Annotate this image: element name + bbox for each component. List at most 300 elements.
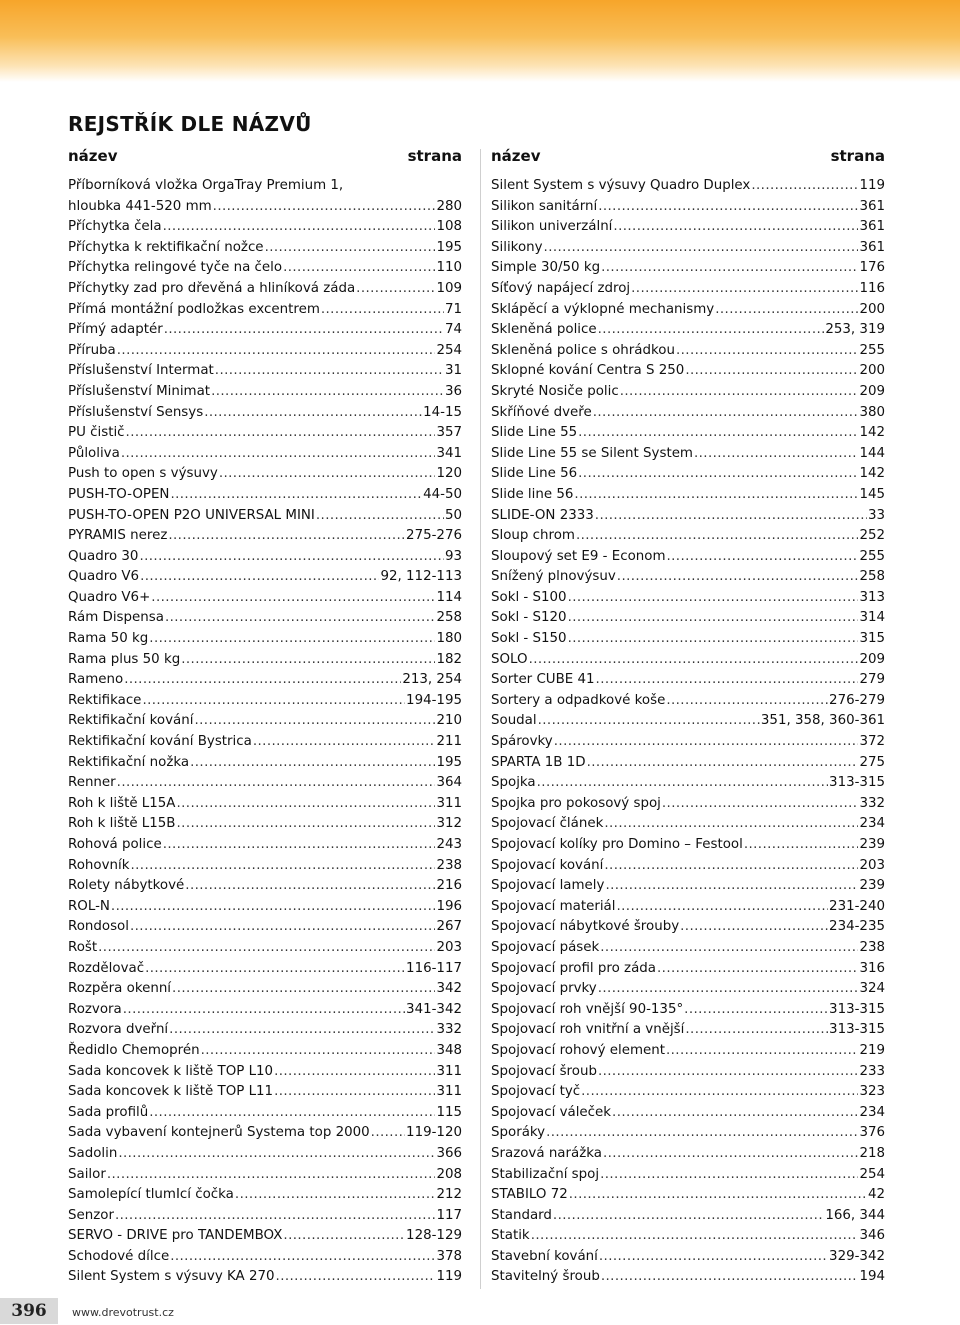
dot-leader xyxy=(617,567,859,588)
index-entry xyxy=(491,197,885,218)
entry-page: 234 xyxy=(859,816,885,832)
index-entry xyxy=(68,361,462,382)
dot-leader xyxy=(529,650,859,671)
dot-leader xyxy=(117,341,436,362)
column-header-name: název xyxy=(68,147,118,165)
entry-title: Ředidlo Chemoprén xyxy=(68,1042,200,1058)
index-entry xyxy=(68,485,462,506)
entry-title: Skleněná police xyxy=(491,322,597,338)
index-entry xyxy=(68,547,462,568)
entry-page: 108 xyxy=(436,219,462,235)
dot-leader xyxy=(181,650,435,671)
dot-leader xyxy=(235,1185,436,1206)
entry-title: Spojka xyxy=(491,775,536,791)
index-entry xyxy=(68,1165,462,1186)
entry-title: Slide line 56 xyxy=(491,486,574,502)
dot-leader xyxy=(204,403,422,424)
entry-title: Roh k liště L15A xyxy=(68,795,176,811)
index-entry xyxy=(68,814,462,835)
index-entry xyxy=(491,1267,885,1288)
entry-title: Rám Dispensa xyxy=(68,610,164,626)
entry-page: 254 xyxy=(436,342,462,358)
entry-page: 275-276 xyxy=(406,528,462,544)
entry-title: Rama 50 kg xyxy=(68,631,149,647)
entry-page: 346 xyxy=(859,1228,885,1244)
dot-leader xyxy=(371,1123,405,1144)
index-entry xyxy=(68,711,462,732)
dot-leader xyxy=(544,238,859,259)
entry-page: 311 xyxy=(436,1084,462,1100)
dot-leader xyxy=(657,959,858,980)
index-entry xyxy=(68,897,462,918)
dot-leader xyxy=(219,464,436,485)
dot-leader xyxy=(593,403,859,424)
entry-page: 312 xyxy=(436,816,462,832)
entry-page: 166, 344 xyxy=(825,1207,885,1223)
dot-leader xyxy=(599,1247,828,1268)
entry-page: 351, 358, 360-361 xyxy=(760,713,885,729)
entry-title: Příslušenství Sensys xyxy=(68,404,204,420)
column-header-page: strana xyxy=(830,147,885,165)
index-entry xyxy=(491,1082,885,1103)
entry-page: 258 xyxy=(859,569,885,585)
entry-title: Půloliva xyxy=(68,445,120,461)
entry-page: 33 xyxy=(867,507,885,523)
entry-title: ROL-N xyxy=(68,898,110,914)
index-entry xyxy=(491,1165,885,1186)
dot-leader xyxy=(117,773,436,794)
dot-leader xyxy=(662,794,859,815)
entry-page: 142 xyxy=(859,466,885,482)
entry-page: 313-315 xyxy=(829,1022,885,1038)
entry-page: 279 xyxy=(859,672,885,688)
dot-leader xyxy=(163,217,436,238)
index-entry xyxy=(491,835,885,856)
index-entry xyxy=(491,279,885,300)
entry-page: 119-120 xyxy=(406,1125,462,1141)
entry-page: 313-315 xyxy=(829,775,885,791)
entry-title: Sloup chrom xyxy=(491,528,575,544)
entry-title: Sada profilů xyxy=(68,1104,149,1120)
entry-page: 50 xyxy=(444,507,462,523)
dot-leader xyxy=(569,1185,867,1206)
index-entry xyxy=(68,526,462,547)
entry-title: SERVO - DRIVE pro TANDEMBOX xyxy=(68,1228,283,1244)
entry-page: 311 xyxy=(436,1063,462,1079)
entry-title: Síťový napájecí zdroj xyxy=(491,280,631,296)
entry-page: 372 xyxy=(859,734,885,750)
entry-page: 74 xyxy=(444,322,462,338)
dot-leader xyxy=(190,753,435,774)
entry-title: Spojovací materiál xyxy=(491,898,616,914)
index-entry xyxy=(68,1226,462,1247)
entry-page: 194 xyxy=(859,1269,885,1285)
index-entry xyxy=(491,753,885,774)
index-entry xyxy=(68,753,462,774)
entry-page: 31 xyxy=(444,363,462,379)
website-link[interactable]: www.drevotrust.cz xyxy=(72,1306,174,1319)
entry-title: Rošt xyxy=(68,939,98,955)
dot-leader xyxy=(172,979,435,1000)
dot-leader xyxy=(149,1103,435,1124)
entry-page: 238 xyxy=(436,857,462,873)
entry-title: Rama plus 50 kg xyxy=(68,651,181,667)
index-entry xyxy=(68,423,462,444)
entry-page: 316 xyxy=(859,960,885,976)
entry-title: Silikony xyxy=(491,239,543,255)
index-entry xyxy=(68,876,462,897)
entry-title: Spojka pro pokosový spoj xyxy=(491,795,661,811)
entry-title: PUSH-TO-OPEN xyxy=(68,486,170,502)
entry-title: Spojovací váleček xyxy=(491,1104,612,1120)
entry-title: Spojovací prvky xyxy=(491,981,597,997)
index-entry xyxy=(491,1185,885,1206)
dot-leader xyxy=(680,917,828,938)
index-entry xyxy=(491,1206,885,1227)
entry-title: SPARTA 1B 1D xyxy=(491,754,586,770)
entry-page: 276-279 xyxy=(829,692,885,708)
dot-leader xyxy=(581,1082,858,1103)
column-header xyxy=(491,147,885,171)
dot-leader xyxy=(568,629,859,650)
entry-page: 380 xyxy=(859,404,885,420)
entry-title: Spárovky xyxy=(491,734,553,750)
entry-page: 280 xyxy=(436,198,462,214)
dot-leader xyxy=(316,506,444,527)
entry-page: 258 xyxy=(436,610,462,626)
index-entry xyxy=(491,567,885,588)
entry-title: Simple 30/50 kg xyxy=(491,260,601,276)
dot-leader xyxy=(170,485,422,506)
entry-title: Soudal xyxy=(491,713,537,729)
dot-leader xyxy=(676,341,858,362)
index-entry xyxy=(68,794,462,815)
entry-title: Silikon sanitární xyxy=(491,198,598,214)
dot-leader xyxy=(176,794,435,815)
entry-page: 341 xyxy=(436,445,462,461)
dot-leader xyxy=(177,814,436,835)
entry-page: 203 xyxy=(436,939,462,955)
entry-page: 366 xyxy=(436,1145,462,1161)
entry-page: 315 xyxy=(859,631,885,647)
entry-title: PYRAMIS nerez xyxy=(68,528,168,544)
entry-title: Standard xyxy=(491,1207,552,1223)
dot-leader xyxy=(715,300,858,321)
entry-page: 211 xyxy=(436,734,462,750)
entry-title: Sklopné kování Centra S 250 xyxy=(491,363,685,379)
entry-title: Statik xyxy=(491,1228,530,1244)
entry-title: Quadro V6+ xyxy=(68,589,151,605)
entry-title: Sorter CUBE 41 xyxy=(491,672,595,688)
column-header-page: strana xyxy=(407,147,462,165)
entry-page: 109 xyxy=(436,280,462,296)
entry-title: Sokl - S100 xyxy=(491,589,567,605)
entry-page: 376 xyxy=(859,1125,885,1141)
entry-page: 200 xyxy=(859,301,885,317)
entry-page: 194-195 xyxy=(406,692,462,708)
index-entry xyxy=(68,691,462,712)
entry-title: Sailor xyxy=(68,1166,106,1182)
entry-page: 216 xyxy=(436,878,462,894)
dot-leader xyxy=(598,979,859,1000)
entry-page: 182 xyxy=(436,651,462,667)
entry-title: Přímá montážní podložkas excentrem xyxy=(68,301,320,317)
entry-page: 116 xyxy=(859,280,885,296)
index-entry xyxy=(491,691,885,712)
index-entry xyxy=(491,1062,885,1083)
dot-leader xyxy=(604,814,858,835)
dot-leader xyxy=(283,258,435,279)
entry-title: PUSH-TO-OPEN P2O UNIVERSAL MINI xyxy=(68,507,315,523)
entry-page: 231-240 xyxy=(829,898,885,914)
entry-page: 92, 112-113 xyxy=(380,569,462,585)
entry-page: 239 xyxy=(859,878,885,894)
dot-leader xyxy=(276,1267,436,1288)
index-entry xyxy=(68,938,462,959)
dot-leader xyxy=(601,258,858,279)
dot-leader xyxy=(568,588,859,609)
column-divider xyxy=(480,149,481,1289)
entry-page: 213, 254 xyxy=(402,672,462,688)
dot-leader xyxy=(538,711,760,732)
entry-page: 243 xyxy=(436,837,462,852)
entry-title: Snížený plnovýsuv xyxy=(491,569,616,585)
dot-leader xyxy=(168,526,405,547)
index-entry xyxy=(68,176,462,197)
entry-title: Spojovací roh vnější 90-135° xyxy=(491,1001,684,1017)
dot-leader xyxy=(603,1144,858,1165)
entry-title: Sada koncovek k liště TOP L10 xyxy=(68,1063,274,1079)
entry-page: 348 xyxy=(436,1042,462,1058)
entry-title: Spojovací kolíky pro Domino – Festool xyxy=(491,837,743,852)
dot-leader xyxy=(574,485,858,506)
header-color-band xyxy=(0,0,960,82)
index-entry xyxy=(68,382,462,403)
entry-title: Stavitelný šroub xyxy=(491,1269,600,1285)
index-entry xyxy=(68,1206,462,1227)
dot-leader xyxy=(130,917,435,938)
index-entry xyxy=(68,217,462,238)
index-entry xyxy=(68,1185,462,1206)
entry-page: 144 xyxy=(859,445,885,461)
index-entry xyxy=(68,464,462,485)
entry-page: 267 xyxy=(436,919,462,935)
entry-title: Samolepící tlumIcí čočka xyxy=(68,1187,234,1203)
dot-leader xyxy=(587,753,859,774)
dot-leader xyxy=(265,238,436,259)
dot-leader xyxy=(121,444,436,465)
dot-leader xyxy=(600,938,858,959)
dot-leader xyxy=(126,423,436,444)
dot-leader xyxy=(537,773,828,794)
dot-leader xyxy=(170,1247,435,1268)
dot-leader xyxy=(274,1062,435,1083)
entry-page: 378 xyxy=(436,1248,462,1264)
dot-leader xyxy=(107,1165,436,1186)
index-entry xyxy=(68,856,462,877)
index-entry xyxy=(68,670,462,691)
index-entry xyxy=(68,320,462,341)
entry-title: Sada koncovek k liště TOP L11 xyxy=(68,1084,274,1100)
index-entry xyxy=(491,773,885,794)
entry-page: 361 xyxy=(859,219,885,235)
entry-page: 203 xyxy=(859,857,885,873)
dot-leader xyxy=(685,1020,828,1041)
index-entry xyxy=(68,258,462,279)
dot-leader xyxy=(169,1020,435,1041)
entry-page: 234 xyxy=(859,1104,885,1120)
index-entry xyxy=(491,876,885,897)
index-entry xyxy=(491,959,885,980)
entry-page: 14-15 xyxy=(423,404,462,420)
entry-page: 120 xyxy=(436,466,462,482)
entry-title: hloubka 441-520 mm xyxy=(68,198,212,214)
entry-title: Spojovací profil pro záda xyxy=(491,960,656,976)
index-entry xyxy=(68,1247,462,1268)
entry-title: Schodové dílce xyxy=(68,1248,170,1264)
entry-title: Spojovací rohový element xyxy=(491,1042,665,1058)
entry-page: 210 xyxy=(436,713,462,729)
entry-title: Příborníková vložka OrgaTray Premium 1, xyxy=(68,178,344,193)
dot-leader xyxy=(185,876,435,897)
index-entry xyxy=(68,197,462,218)
entry-page: 364 xyxy=(436,775,462,791)
index-entry xyxy=(491,650,885,671)
entry-title: STABILO 72 xyxy=(491,1187,568,1203)
dot-leader xyxy=(149,629,435,650)
entry-title: Stavební kování xyxy=(491,1248,598,1264)
index-entry xyxy=(491,979,885,1000)
entry-page: 361 xyxy=(859,239,885,255)
dot-leader xyxy=(253,732,436,753)
index-entry xyxy=(491,382,885,403)
dot-leader xyxy=(684,1000,828,1021)
entry-page: 119 xyxy=(859,178,885,193)
index-entry xyxy=(491,856,885,877)
dot-leader xyxy=(568,608,859,629)
index-entry xyxy=(491,897,885,918)
entry-title: Silikon univerzální xyxy=(491,219,613,235)
dot-leader xyxy=(111,897,436,918)
index-entry xyxy=(491,794,885,815)
dot-leader xyxy=(616,897,828,918)
entry-page: 219 xyxy=(859,1042,885,1058)
entry-page: 239 xyxy=(859,837,885,852)
index-entry xyxy=(68,1103,462,1124)
entry-page: 145 xyxy=(859,486,885,502)
index-entry xyxy=(491,732,885,753)
index-entry xyxy=(68,979,462,1000)
index-entry xyxy=(491,238,885,259)
entry-title: Rohovník xyxy=(68,857,130,873)
dot-leader xyxy=(631,279,858,300)
entry-title: Příchytka čela xyxy=(68,219,162,235)
index-entry xyxy=(68,835,462,856)
entry-title: Spojovací roh vnitřní a vnější xyxy=(491,1022,685,1038)
entry-title: Skryté Nosiče polic xyxy=(491,383,619,399)
index-entry xyxy=(491,423,885,444)
dot-leader xyxy=(163,835,436,856)
dot-leader xyxy=(115,1206,435,1227)
entry-page: 142 xyxy=(859,425,885,441)
index-entry xyxy=(68,444,462,465)
dot-leader xyxy=(694,444,858,465)
entry-page: 255 xyxy=(859,548,885,564)
entry-title: Silent System s výsuvy Quadro Duplex xyxy=(491,178,751,193)
entry-title: Příchytka relingové tyče na čelo xyxy=(68,260,283,276)
dot-leader xyxy=(576,526,858,547)
entry-title: Rozvora dveřní xyxy=(68,1022,169,1038)
index-entry xyxy=(491,608,885,629)
entry-title: Rolety nábytkové xyxy=(68,878,185,894)
entry-title: Roh k liště L15B xyxy=(68,816,176,832)
index-entry xyxy=(68,959,462,980)
entry-page: 341-342 xyxy=(406,1001,462,1017)
dot-leader xyxy=(213,197,436,218)
dot-leader xyxy=(164,320,444,341)
entry-title: SLIDE-ON 2333 xyxy=(491,507,594,523)
entry-page: 71 xyxy=(444,301,462,317)
dot-leader xyxy=(612,1103,858,1124)
dot-leader xyxy=(215,361,444,382)
index-entry xyxy=(68,1123,462,1144)
entry-title: Spojovací lamely xyxy=(491,878,605,894)
index-entry xyxy=(491,1103,885,1124)
entry-title: Skleněná police s ohrádkou xyxy=(491,342,675,358)
entry-title: Rozpěra okenní xyxy=(68,981,172,997)
dot-leader xyxy=(578,423,858,444)
entry-title: Sloupový set E9 - Econom xyxy=(491,548,666,564)
entry-title: Sokl - S150 xyxy=(491,631,567,647)
entry-page: 115 xyxy=(436,1104,462,1120)
entry-page: 238 xyxy=(859,939,885,955)
dot-leader xyxy=(124,670,401,691)
entry-title: Sklápěcí a výklopné mechanismy xyxy=(491,301,715,317)
entry-list xyxy=(491,176,885,1288)
dot-leader xyxy=(142,691,405,712)
dot-leader xyxy=(601,1267,859,1288)
index-entry xyxy=(68,300,462,321)
entry-page: 195 xyxy=(436,239,462,255)
dot-leader xyxy=(685,361,858,382)
entry-title: Rektifikační kování Bystrica xyxy=(68,734,252,750)
index-entry xyxy=(68,608,462,629)
entry-list xyxy=(68,176,462,1288)
dot-leader xyxy=(274,1082,435,1103)
entry-page: 117 xyxy=(436,1207,462,1223)
entry-page: 313-315 xyxy=(829,1001,885,1017)
index-entry xyxy=(491,1041,885,1062)
entry-title: Spojovací článek xyxy=(491,816,604,832)
index-entry xyxy=(491,341,885,362)
entry-page: 324 xyxy=(859,981,885,997)
entry-title: Spojovací kování xyxy=(491,857,604,873)
entry-title: PU čistič xyxy=(68,425,125,441)
index-entry xyxy=(491,629,885,650)
index-entry xyxy=(68,506,462,527)
index-entry xyxy=(68,629,462,650)
entry-page: 180 xyxy=(436,631,462,647)
entry-title: Stabilizační spoj xyxy=(491,1166,600,1182)
entry-title: Quadro V6 xyxy=(68,569,140,585)
entry-page: 218 xyxy=(859,1145,885,1161)
entry-title: Rozdělovač xyxy=(68,960,145,976)
dot-leader xyxy=(598,197,858,218)
entry-title: Srazová narážka xyxy=(491,1145,602,1161)
page-number: 396 xyxy=(0,1298,58,1324)
index-entry xyxy=(68,1020,462,1041)
index-column-right xyxy=(491,147,885,1288)
